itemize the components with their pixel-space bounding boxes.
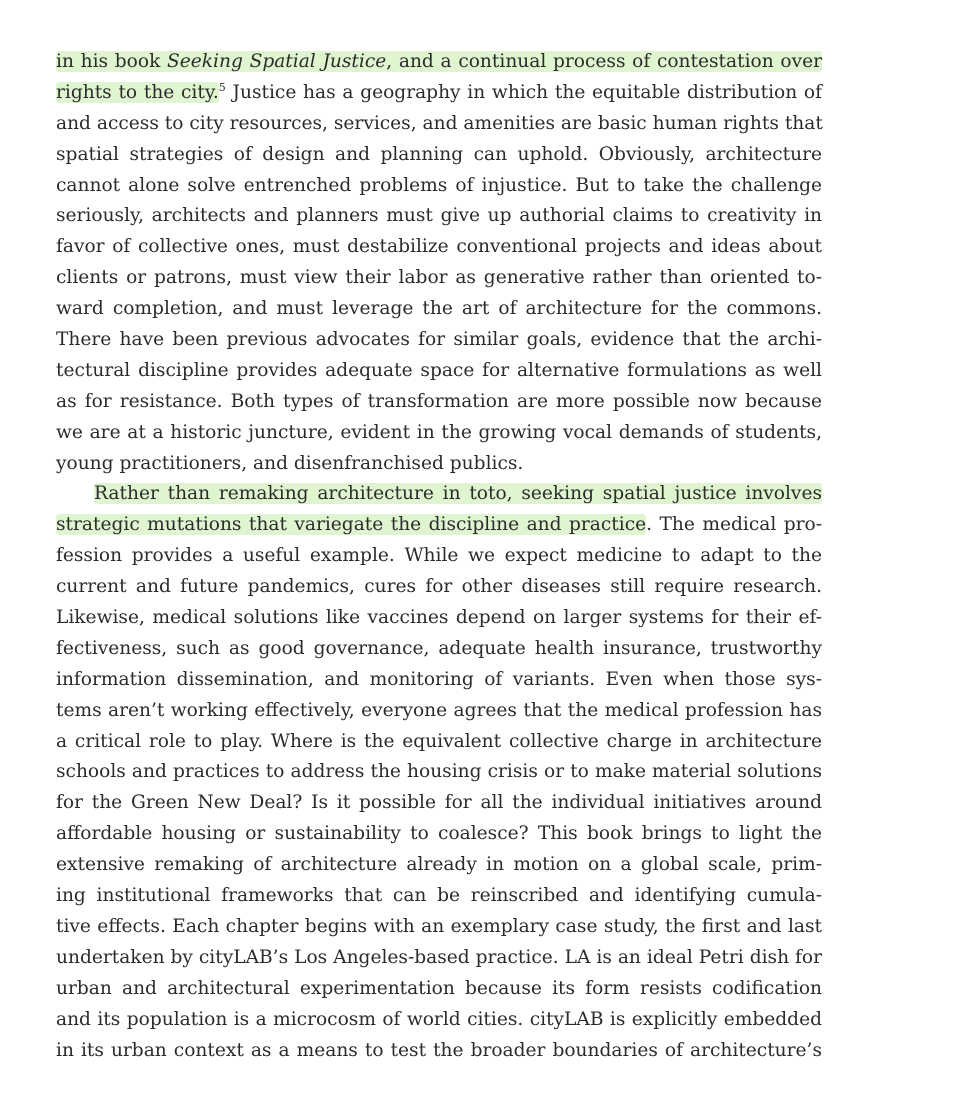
text-line: tive effects. Each chapter begins with an exemplary case study, the first and last <box>56 915 822 937</box>
text-line: for the Green New Deal? Is it possible for all the individual initiatives around <box>56 792 822 814</box>
text-line: ing institutional frameworks that can be reinscribed and identifying cumula- <box>56 885 822 907</box>
text-line: favor of collective ones, must destabilize conventional projects and ideas about <box>56 236 822 258</box>
text-line: seriously, architects and planners must give up authorial claims to creativity in <box>56 205 822 227</box>
text-line: schools and practices to address the housing crisis or to make material solutions <box>56 761 822 783</box>
text-line: fectiveness, such as good governance, adequate health insurance, trustworthy <box>56 637 822 659</box>
text-line <box>56 47 822 78</box>
paragraph-2 <box>56 479 822 1066</box>
text-line: undertaken by cityLAB’s Los Angeles-based practice. LA is an ideal Petri dish for <box>56 946 822 968</box>
text-line: rights to the city.$^5$ Justice has a geography in which the equitable distribution of <box>56 80 822 103</box>
text-line: cannot alone solve entrenched problems of injustice. But to take the challenge <box>56 174 822 196</box>
text-line: There have been previous advocates for similar goals, evidence that the archi- <box>56 329 822 351</box>
text-line: a critical role to play. Where is the equivalent collective charge in architecture <box>56 730 822 752</box>
text-line: tems aren’t working effectively, everyone agrees that the medical profession has <box>56 699 822 721</box>
text-line <box>56 479 822 510</box>
book-page <box>56 47 822 1066</box>
text-line: tectural discipline provides adequate space for alternative formulations as well <box>56 359 822 381</box>
book-title: Seeking Spatial Justice <box>167 51 387 72</box>
text-line: current and future pandemics, cures for other diseases still require research. <box>56 576 822 598</box>
text-line: strategic mutations that variegate the discipline and practice. The medical pro- <box>56 514 822 536</box>
highlight: rights to the city. <box>56 81 219 103</box>
text-line: spatial strategies of design and planning can uphold. Obviously, architecture <box>56 143 822 165</box>
text-line: urban and architectural experimentation because its form resists codification <box>56 977 822 999</box>
text-line: Likewise, medical solutions like vaccines depend on larger systems for their ef- <box>56 607 822 629</box>
text-line: information dissemination, and monitoring of variants. Even when those sys- <box>56 668 822 690</box>
text-line: we are at a historic juncture, evident in the growing vocal demands of students, <box>56 421 822 443</box>
text-line: young practitioners, and disenfranchised publics. <box>56 452 524 474</box>
footnote-marker: 5 <box>218 80 226 94</box>
text-line: in its urban context as a means to test the broader boundaries of architecture’s <box>56 1039 822 1061</box>
text-line: fession provides a useful example. While we expect medicine to adapt to the <box>56 545 822 567</box>
text-line: affordable housing or sustainability to coalesce? This book brings to light the <box>56 823 822 845</box>
text-line: as for resistance. Both types of transformation are more possible now because <box>56 390 822 412</box>
text-line: clients or patrons, must view their labor as generative rather than oriented to- <box>56 267 822 289</box>
highlight: in his book Seeking Spatial Justice, and a continual process of contestation over <box>56 51 822 72</box>
text-line: and its population is a microcosm of world cities. cityLAB is explicitly embedded <box>56 1008 822 1030</box>
highlight: strategic mutations that variegate the discipline and practice <box>56 514 647 536</box>
text-line: ward completion, and must leverage the art of architecture for the commons. <box>56 298 822 320</box>
highlight: Rather than remaking architecture in toto, seeking spatial justice involves <box>94 483 822 505</box>
text-line: extensive remaking of architecture already in motion on a global scale, prim- <box>56 854 822 876</box>
paragraph-1 <box>56 47 822 479</box>
text-line: and access to city resources, services, and amenities are basic human rights that <box>56 112 823 134</box>
